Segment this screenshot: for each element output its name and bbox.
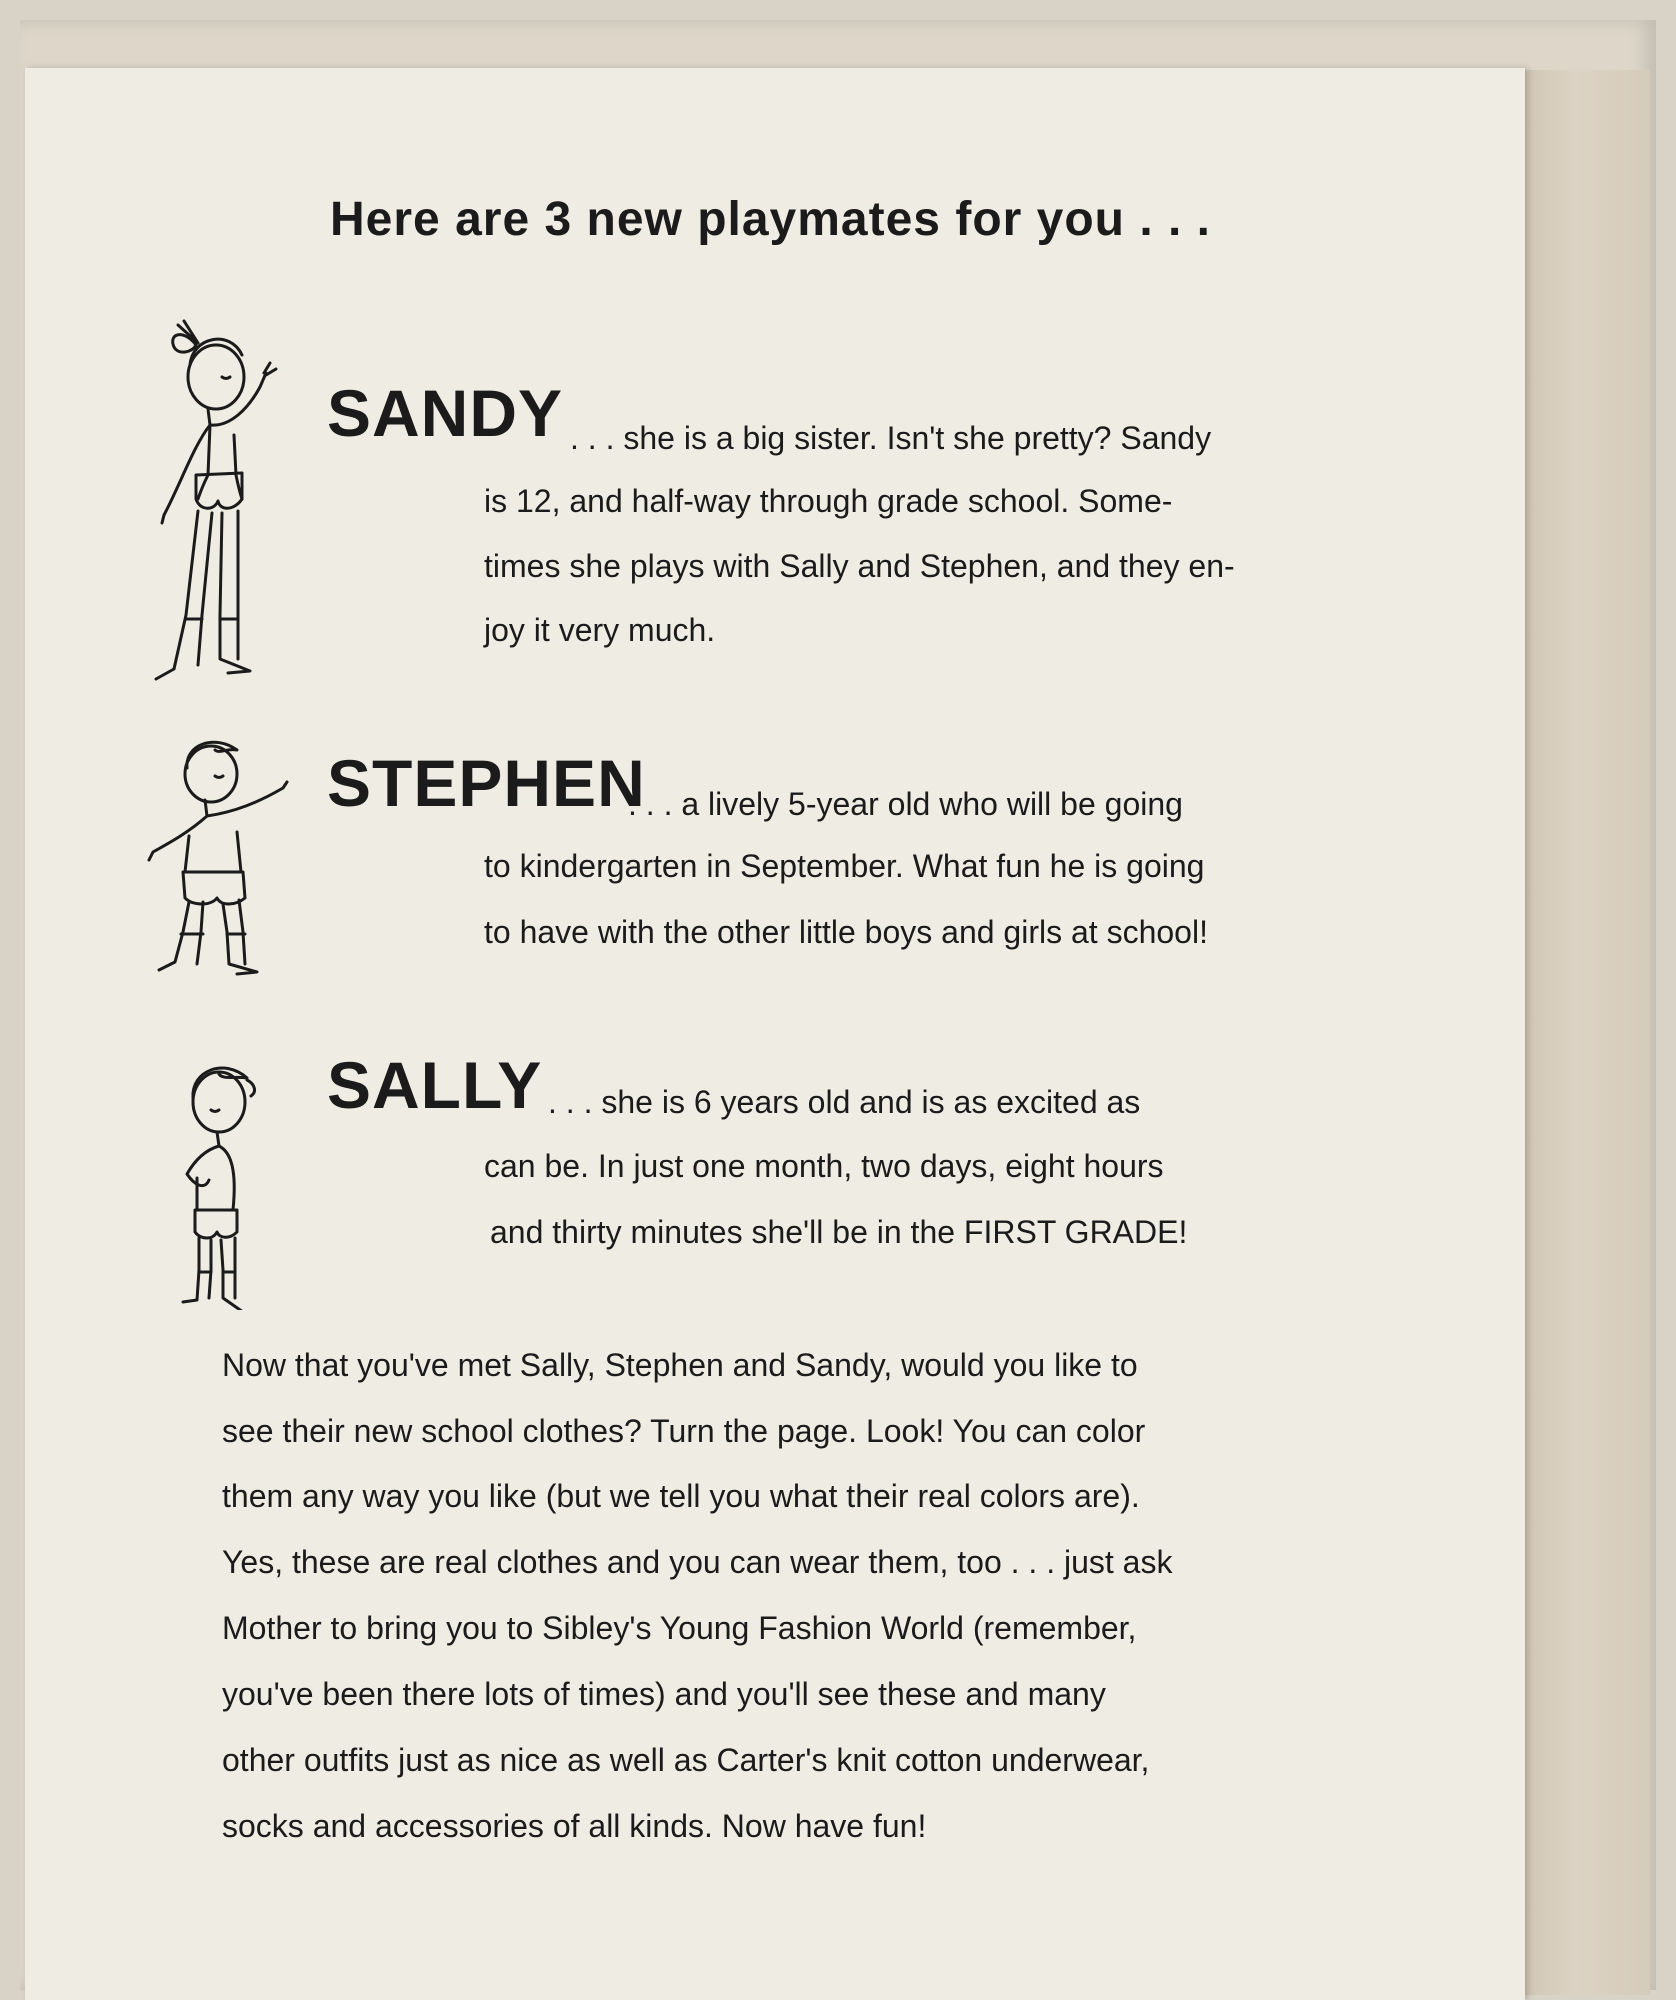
character-name-sandy: SANDY <box>327 376 564 450</box>
character-text-line: joy it very much. <box>484 612 716 648</box>
character-text-line: to have with the other little boys and girls at school! <box>484 914 1208 950</box>
character-text-line: times she plays with Sally and Stephen, and they en- <box>484 548 1235 584</box>
character-text-line: is 12, and half-way through grade school. Some- <box>484 483 1173 519</box>
closing-paragraph-line: socks and accessories of all kinds. Now have fun! <box>222 1808 927 1844</box>
character-text-line: . . . a lively 5-year old who will be going <box>628 786 1183 822</box>
closing-paragraph-line: you've been there lots of times) and you'll see these and many <box>222 1676 1106 1712</box>
closing-paragraph-line: other outfits just as nice as well as Carter's knit cotton underwear, <box>222 1742 1150 1778</box>
character-text-line: and thirty minutes she'll be in the FIRST GRADE! <box>490 1214 1188 1250</box>
boy-figure-icon <box>145 732 295 982</box>
character-name-sally: SALLY <box>327 1048 543 1122</box>
character-text-line: . . . she is a big sister. Isn't she pretty? Sandy <box>570 420 1212 456</box>
page-headline: Here are 3 new playmates for you . . . <box>330 193 1211 246</box>
closing-paragraph-line: Now that you've met Sally, Stephen and Sandy, would you like to <box>222 1347 1138 1383</box>
character-text-line: to kindergarten in September. What fun he is going <box>484 848 1205 884</box>
character-text-line: . . . she is 6 years old and is as excited as <box>548 1084 1141 1120</box>
back-sheet-edge <box>1525 70 1650 1995</box>
girl-figure-icon <box>138 315 298 695</box>
closing-paragraph-line: see their new school clothes? Turn the page. Look! You can color <box>222 1413 1146 1449</box>
small-girl-figure-icon <box>165 1060 275 1310</box>
closing-paragraph-line: Yes, these are real clothes and you can wear them, too . . . just ask <box>222 1544 1173 1580</box>
character-text-line: can be. In just one month, two days, eight hours <box>484 1148 1164 1184</box>
closing-paragraph-line: Mother to bring you to Sibley's Young Fashion World (remember, <box>222 1610 1137 1646</box>
character-name-stephen: STEPHEN <box>327 746 646 820</box>
closing-paragraph-line: them any way you like (but we tell you what their real colors are). <box>222 1478 1140 1514</box>
